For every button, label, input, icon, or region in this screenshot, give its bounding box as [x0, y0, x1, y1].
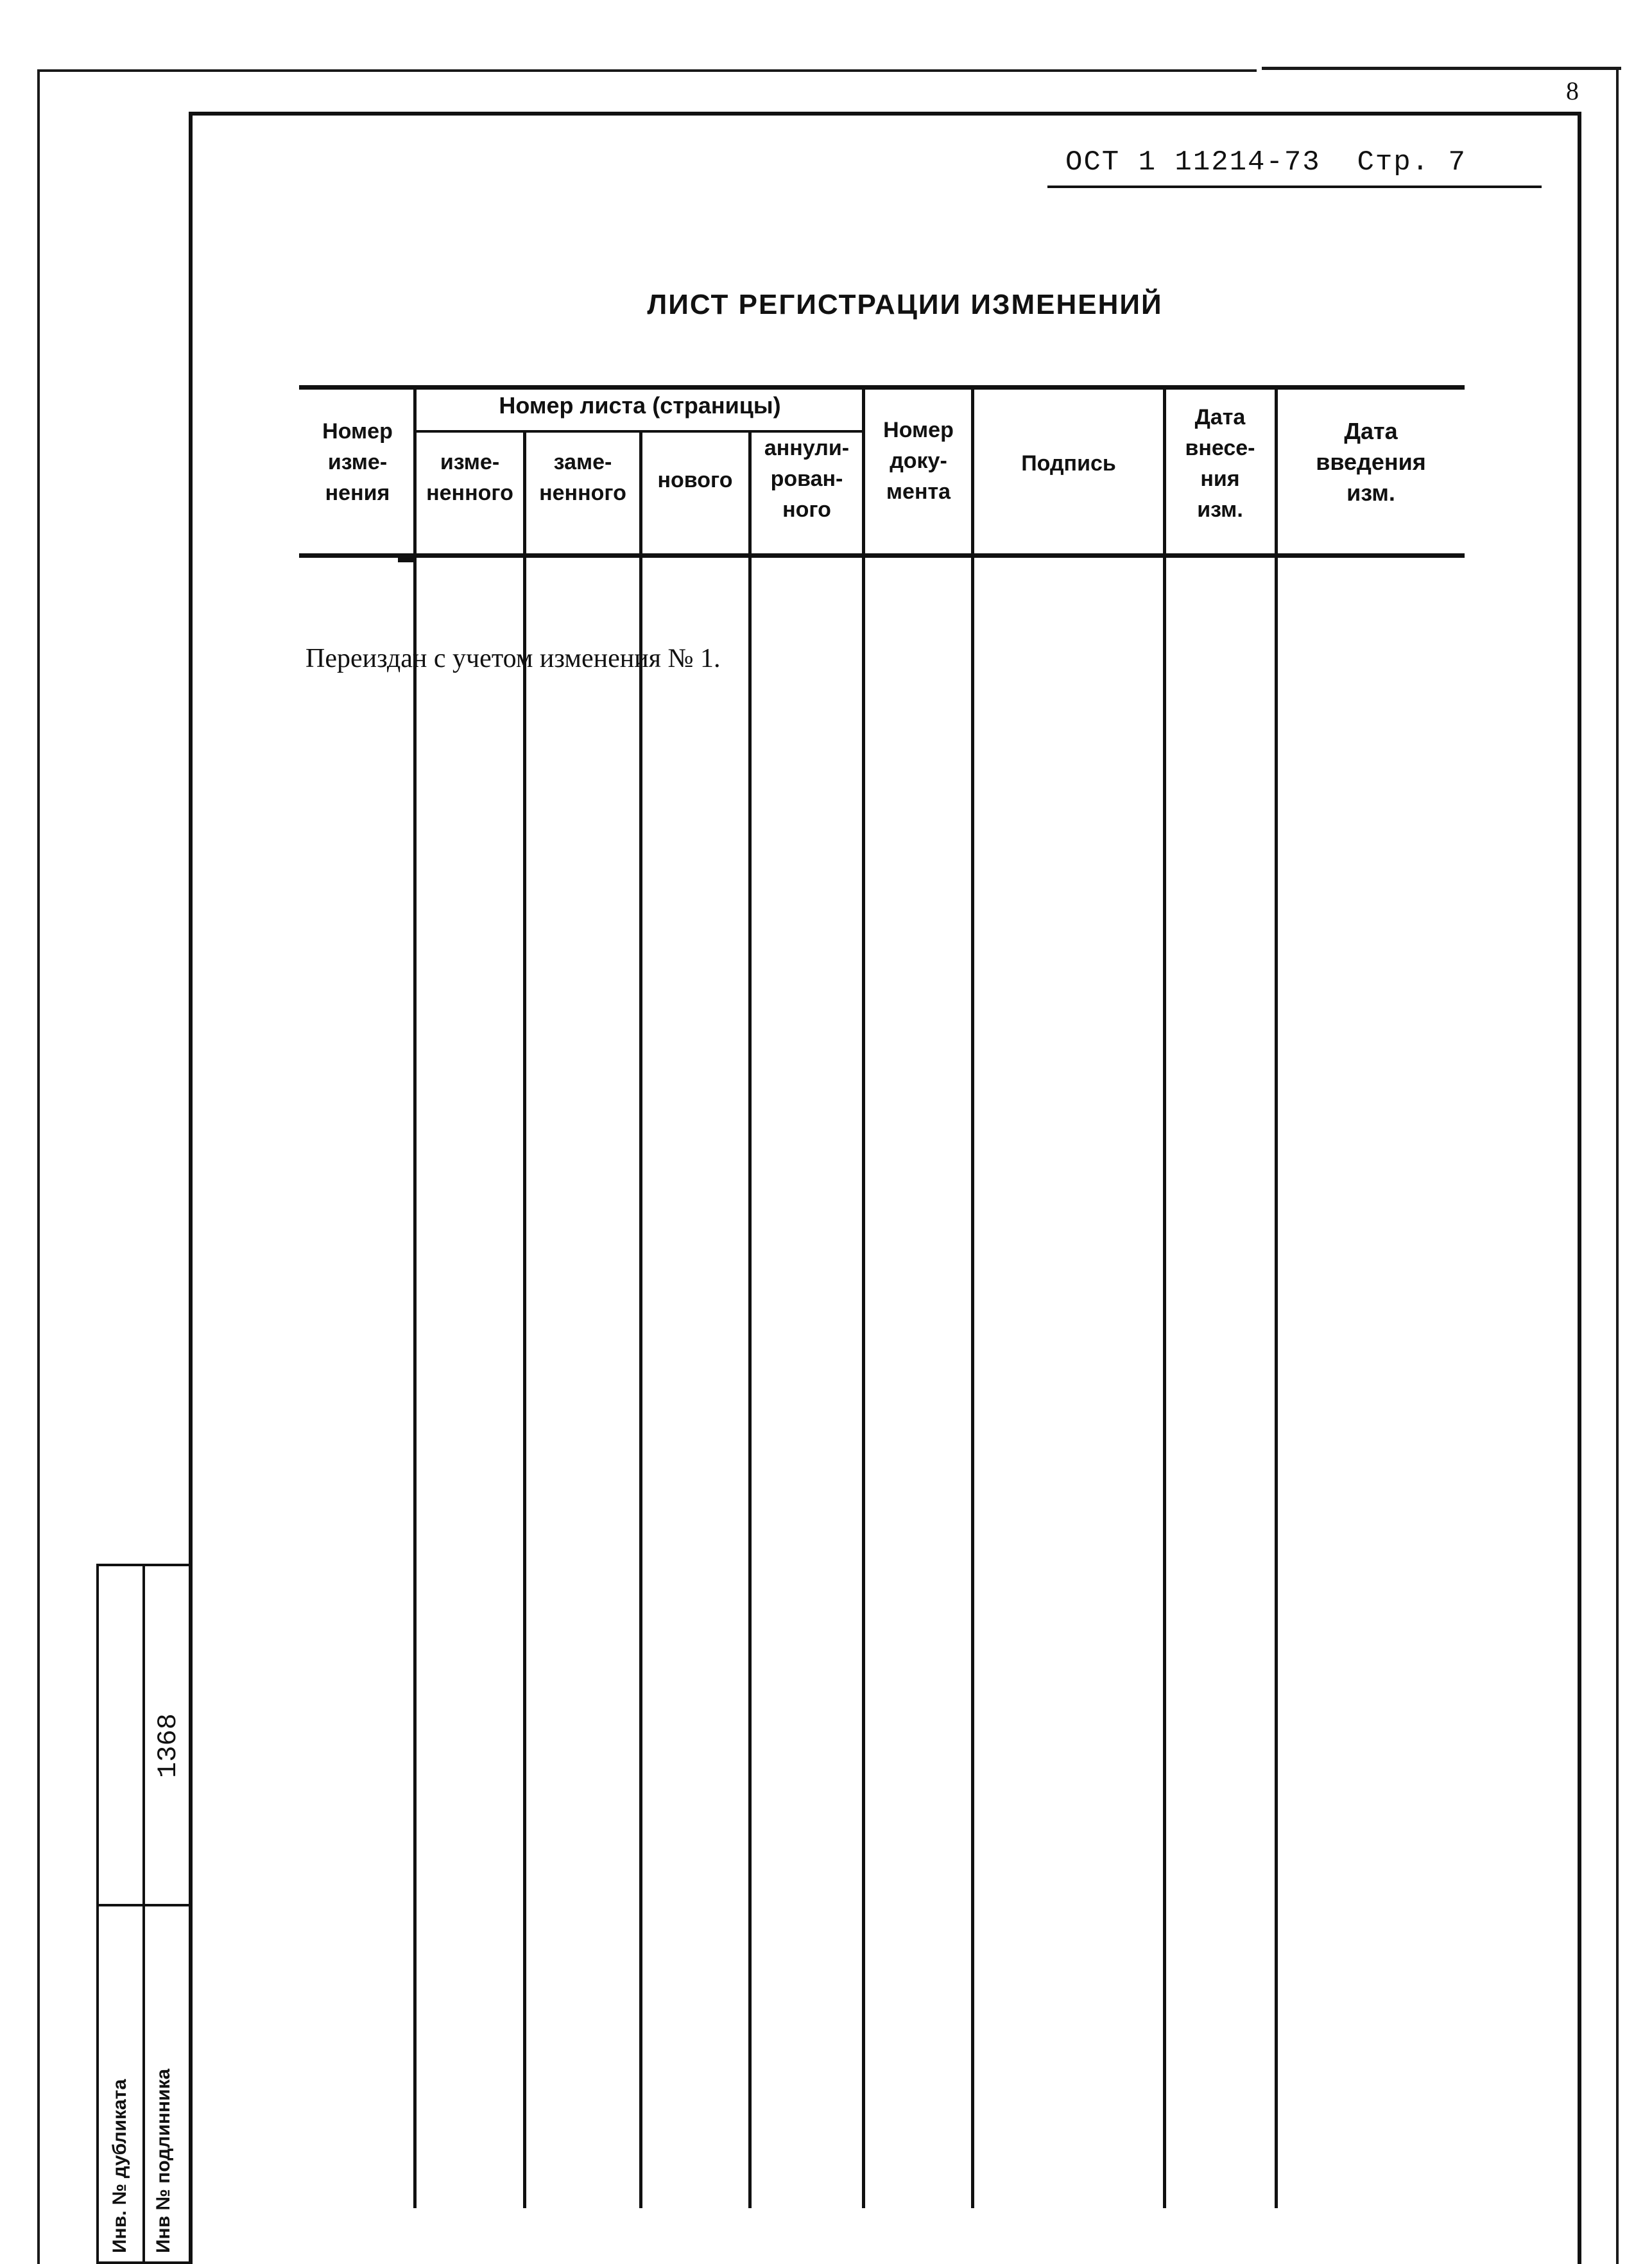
header-line: изме-: [440, 450, 500, 474]
sheet-number: 8: [1566, 76, 1579, 105]
header-line: Номер: [883, 418, 954, 442]
column-header-effective-date: [1277, 416, 1465, 508]
column-header-changed: [416, 447, 524, 508]
duplicate-inventory-label: Инв. № дубликата: [109, 2078, 130, 2253]
table-header-bottom-rule: [299, 553, 1465, 558]
header-line: внесе-: [1185, 436, 1255, 460]
column-divider: [1163, 388, 1166, 2208]
header-line: ного: [782, 497, 831, 522]
original-inventory-label: Инв № подлинника: [153, 2068, 174, 2253]
original-inventory-value: 1368: [153, 1713, 184, 1778]
header-line: введения: [1316, 449, 1426, 475]
column-header-signature: [974, 448, 1163, 479]
column-divider: [748, 431, 752, 2208]
header-line: ненного: [539, 481, 626, 505]
header-line: нового: [657, 468, 733, 492]
header-line: Дата: [1344, 418, 1398, 444]
header-underline: [1047, 186, 1542, 188]
header-line: мента: [886, 480, 951, 504]
column-header-cancelled: [751, 433, 863, 525]
column-header-entry-date: [1166, 402, 1275, 525]
outer-frame-right: [1616, 67, 1619, 2264]
table-top-rule: [299, 385, 1465, 390]
column-header-replaced: [526, 447, 639, 508]
header-line: Дата: [1194, 405, 1246, 429]
outer-frame-top-right: [1262, 67, 1621, 70]
column-divider: [639, 431, 642, 2208]
header-line: изм.: [1197, 497, 1243, 522]
header-line: рован-: [770, 467, 843, 491]
column-divider: [862, 388, 865, 2208]
header-line: нения: [325, 481, 390, 505]
page-title: ЛИСТ РЕГИСТРАЦИИ ИЗМЕНЕНИЙ: [647, 289, 1163, 320]
header-line: ния: [1200, 467, 1240, 491]
header-line: доку-: [890, 449, 947, 473]
header-line: заме-: [553, 450, 612, 474]
column-divider: [1275, 388, 1278, 2208]
outer-frame-top: [37, 69, 1257, 72]
stamp-column-divider: [142, 1564, 145, 2264]
header-line: изм.: [1347, 480, 1395, 506]
column-header-change-number: [302, 416, 413, 508]
header-line: Подпись: [1021, 451, 1116, 476]
header-line: изме-: [327, 450, 388, 474]
page-frame-right: [1578, 112, 1581, 2264]
reissue-note: Переиздан с учетом изменения № 1.: [305, 644, 721, 673]
header-line: ненного: [426, 481, 513, 505]
document-header-code: ОСТ 1 11214-73 Стр. 7: [1065, 146, 1467, 178]
column-header-document-number: [865, 415, 972, 507]
column-divider: [971, 388, 974, 2208]
header-line: аннули-: [764, 436, 850, 460]
header-line: Номер: [322, 419, 393, 444]
group-header-sheet-number: Номер листа (страницы): [499, 392, 781, 419]
outer-frame-left: [37, 69, 40, 2264]
page-frame-top: [189, 112, 1581, 116]
column-divider: [523, 431, 526, 2208]
column-header-new: [642, 465, 748, 496]
